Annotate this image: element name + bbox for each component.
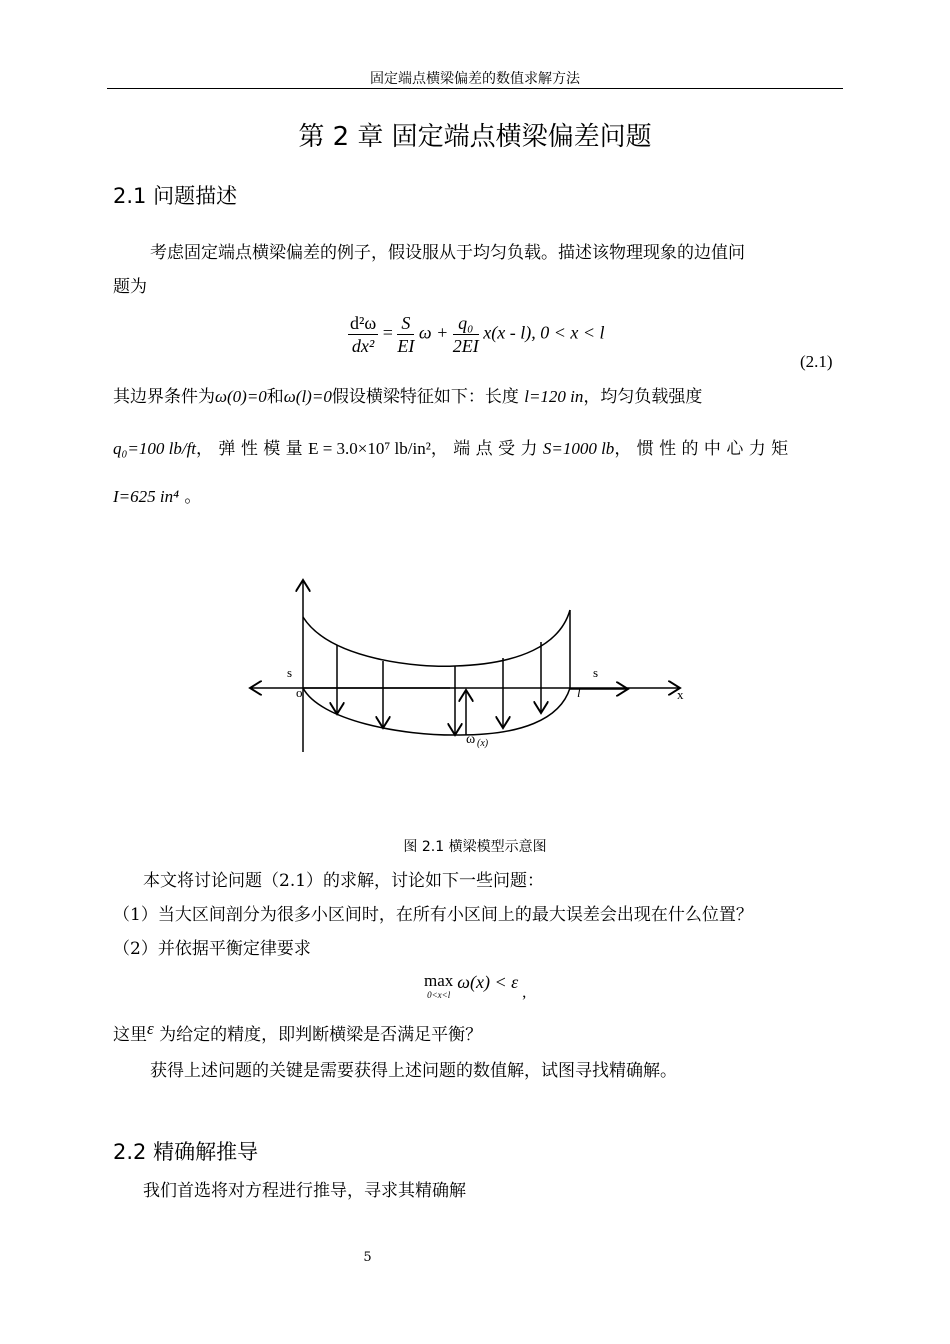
text: 和 [266,387,284,407]
label-s-right: s [593,665,599,680]
deflection-curve [303,688,570,735]
force-value: S=1000 lb [542,439,615,458]
inertia-value: I=625 in⁴ [113,487,180,506]
text: 。 [179,487,202,507]
text: ， 惯 性 的 中 心 力 矩 [614,439,789,459]
bc-right: ω(l)=0 [283,387,332,406]
eq-tail: x(x - l), 0 < x < l [483,322,605,343]
label-s-left: s [287,665,293,680]
intro-line-1: 考虑固定端点横梁偏差的例子，假设服从于均匀负载。描述该物理现象的边值问 [150,243,745,263]
comma: , [522,984,527,1001]
question-1: （1）当大区间剖分为很多小区间时，在所有小区间上的最大误差会出现在什么位置？ [113,905,753,925]
eq-f2-den: 2EI [452,336,479,356]
discussion-intro: 本文将讨论问题（2.1）的求解，讨论如下一些问题： [143,871,545,891]
question-2: （2）并依据平衡定律要求 [113,939,311,959]
max-body: ω(x) < ε [457,972,519,992]
load-value: q₀=100 lb/ft [113,439,197,458]
section2-intro: 我们首选将对方程进行推导，寻求其精确解 [143,1181,466,1201]
eq-lhs-den: dx² [351,336,375,356]
label-l: l [577,685,581,700]
text: ， 弹 性 模 量 [196,439,309,459]
figure-caption: 图 2.1 横梁模型示意图 [403,839,547,855]
label-omega-sub: (x) [477,738,489,749]
section-heading-2-1: 2.1 问题描述 [113,184,238,208]
intro-line-2: 题为 [113,277,147,297]
equation-number: (2.1) [800,352,833,371]
section-heading-2-2: 2.2 精确解推导 [113,1140,259,1164]
label-origin: o [296,685,303,700]
epsilon-line [113,1019,483,1048]
label-x: x [677,687,684,702]
load-curve [303,610,570,666]
text: 为给定的精度，即判断横梁是否满足平衡？ [153,1025,483,1045]
eq-f1-den: EI [397,336,415,356]
max-operator: max [424,971,454,990]
length-value: l=120 in [524,387,584,406]
running-header: 固定端点横梁偏差的数值求解方法 [370,71,580,87]
page-number: 5 [363,1250,372,1265]
eq-lhs-num: d²ω [350,313,377,333]
key-line: 获得上述问题的关键是需要获得上述问题的数值解，试图寻找精确解。 [150,1061,677,1081]
eq-sign: = [382,322,393,343]
text: ，均匀负载强度 [583,387,703,407]
eq-f2-num: q₀ [453,312,479,335]
max-subscript: 0<x<l [427,990,451,1000]
eq-omega: ω + [418,322,449,343]
text: ， 端 点 受 力 [430,439,543,459]
text: 这里 [113,1025,147,1045]
text: 假设横梁特征如下：长度 [331,387,525,407]
label-omega: ω [466,732,476,747]
epsilon-symbol: ε [147,1019,154,1038]
modulus-value: E = 3.0×10⁷ lb/in² [308,439,431,458]
max-inequality [424,972,526,1000]
text: 其边界条件为 [113,387,215,407]
chapter-title: 第 2 章 固定端点横梁偏差问题 [298,122,652,152]
bc-left: ω(0)=0 [215,387,267,406]
eq-f1-num: S [397,312,414,335]
